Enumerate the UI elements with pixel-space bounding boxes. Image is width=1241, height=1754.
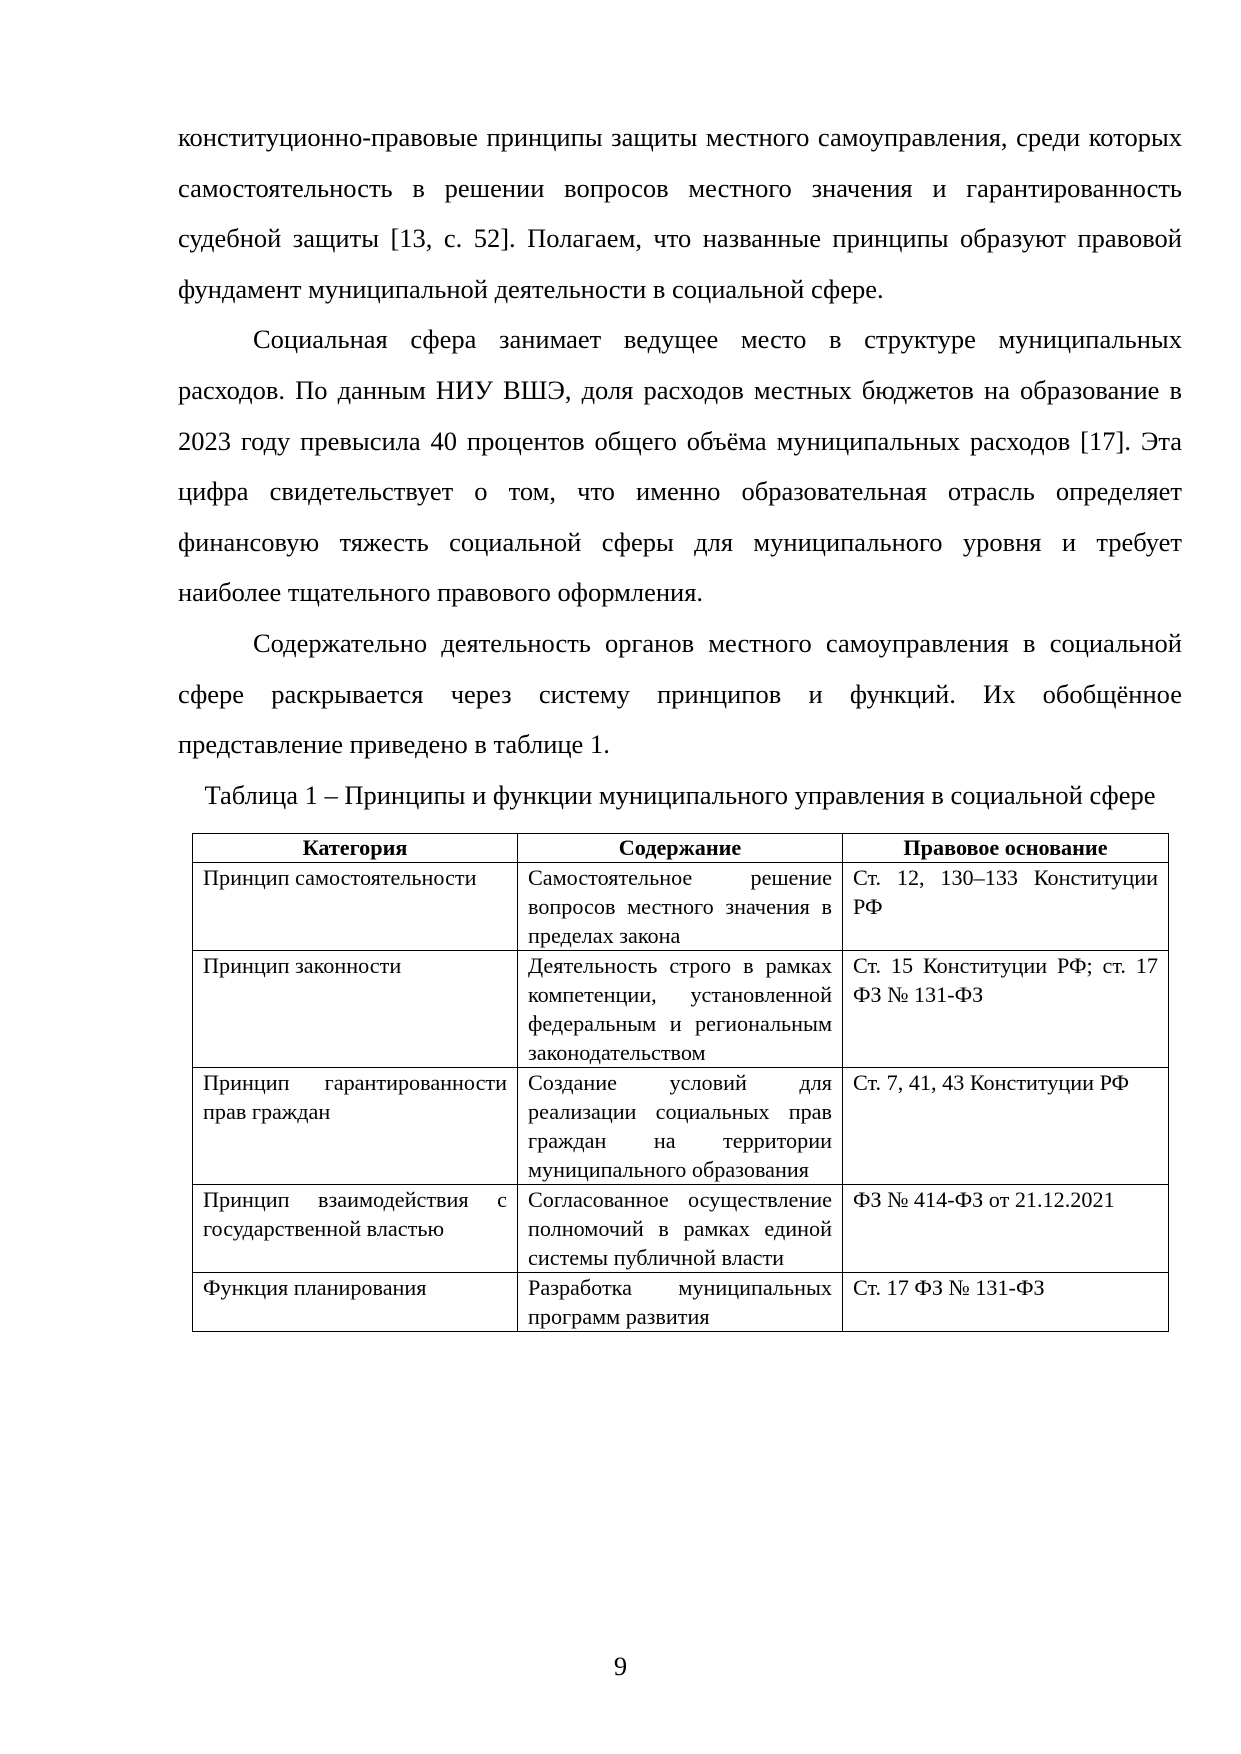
cell-content: Создание условий для реализации социальных прав граждан на территории муниципального образования	[518, 1068, 843, 1185]
cell-basis: Ст. 12, 130–133 Конституции РФ	[843, 863, 1169, 951]
cell-basis: Ст. 17 ФЗ № 131-ФЗ	[843, 1273, 1169, 1332]
table-container	[192, 833, 1168, 1332]
table-row	[193, 1273, 1169, 1332]
body-paragraph-1: конституционно-правовые принципы защиты местного самоуправления, среди которых самостоятельность в решении вопросов местного значения и гарантированность судебной защиты [13, с. 52]. Полагаем, что названные принципы образуют правовой фундамент муниципальной деятельности в социальной сфере.	[178, 122, 1182, 304]
cell-category: Принцип гарантированности прав граждан	[193, 1068, 518, 1185]
header-content: Содержание	[518, 834, 843, 863]
table-caption: Таблица 1 – Принципы и функции муниципального управления в социальной сфере	[204, 779, 1156, 810]
table-header-row	[193, 834, 1169, 863]
header-category: Категория	[193, 834, 518, 863]
page-number: 9	[613, 1651, 628, 1681]
document-page	[178, 112, 1182, 1332]
cell-content: Самостоятельное решение вопросов местного значения в пределах закона	[518, 863, 843, 951]
cell-category: Принцип законности	[193, 951, 518, 1068]
body-paragraph-3: Содержательно деятельность органов местного самоуправления в социальной сфере раскрывается через систему принципов и функций. Их обобщённое представление приведено в таблице 1.	[178, 627, 1182, 760]
header-basis: Правовое основание	[843, 834, 1169, 863]
table-row	[193, 1068, 1169, 1185]
cell-basis: Ст. 15 Конституции РФ; ст. 17 ФЗ № 131-ФЗ	[843, 951, 1169, 1068]
table-row	[193, 863, 1169, 951]
cell-category: Принцип взаимодействия с государственной властью	[193, 1185, 518, 1273]
cell-content: Деятельность строго в рамках компетенции, установленной федеральным и региональным законодательством	[518, 951, 843, 1068]
table-row	[193, 1185, 1169, 1273]
cell-content: Разработка муниципальных программ развития	[518, 1273, 843, 1332]
cell-basis: Ст. 7, 41, 43 Конституции РФ	[843, 1068, 1169, 1185]
cell-basis: ФЗ № 414-ФЗ от 21.12.2021	[843, 1185, 1169, 1273]
body-paragraph-2: Социальная сфера занимает ведущее место в структуре муниципальных расходов. По данным НИУ ВШЭ, доля расходов местных бюджетов на образование в 2023 году превысила 40 процентов общего объёма муниципальных расходов [17]. Эта цифра свидетельствует о том, что именно образовательная отрасль определяет финансовую тяжесть социальной сферы для муниципального уровня и требует наиболее тщательного правового оформления.	[178, 324, 1182, 608]
cell-content: Согласованное осуществление полномочий в рамках единой системы публичной власти	[518, 1185, 843, 1273]
table-row	[193, 951, 1169, 1068]
principles-table	[192, 833, 1169, 1332]
cell-category: Принцип самостоятельности	[193, 863, 518, 951]
cell-category: Функция планирования	[193, 1273, 518, 1332]
